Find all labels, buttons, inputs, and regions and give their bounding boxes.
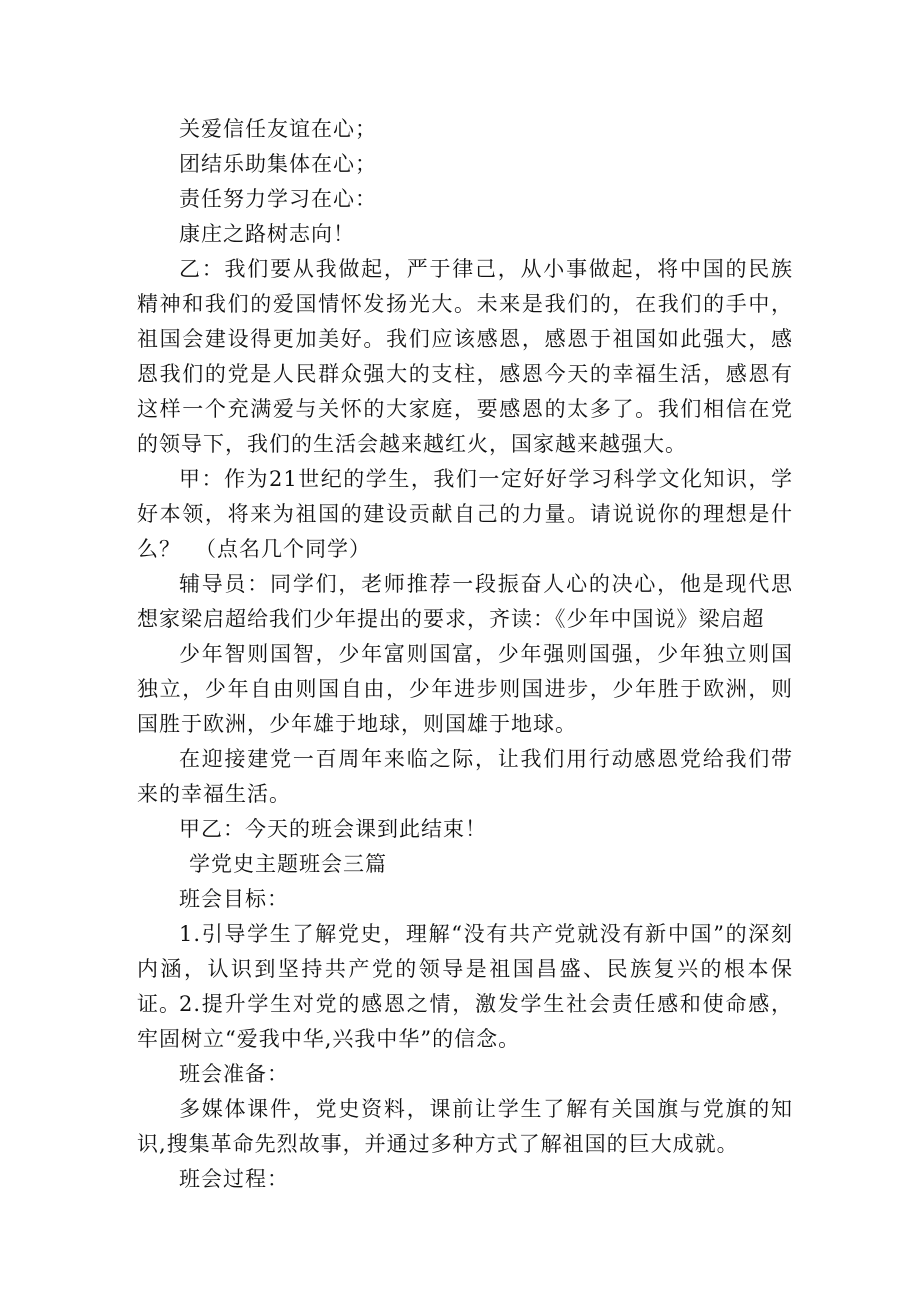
heading-goals: 班会目标： bbox=[179, 887, 289, 911]
goal-item-1: 1.引导学生了解党史，理解“没有共产党就没有新中国”的深刻内涵，认识到坚持共产党的领导是祖国昌盛、民族复兴的根本保证。 bbox=[137, 922, 793, 1016]
heading-process: 班会过程： bbox=[179, 1167, 289, 1191]
stage-note: （点名几个同学） bbox=[195, 537, 371, 561]
paragraph-preparation: 多媒体课件，党史资料，课前让学生了解有关国旗与党旗的知识,搜集革命先烈故事，并通过多种方式了解祖国的巨大成就。 bbox=[137, 1097, 793, 1156]
verse-line-1: 关爱信任友谊在心； bbox=[179, 117, 377, 141]
section-title: 学党史主题班会三篇 bbox=[189, 852, 387, 876]
verse-line-3: 责任努力学习在心： bbox=[179, 187, 377, 211]
paragraph-quote: 少年智则国智，少年富则国富，少年强则国强，少年独立则国独立，少年自由则国自由，少年进步则国进步，少年胜于欧洲，则国胜于欧洲，少年雄于地球，则国雄于地球。 bbox=[137, 642, 793, 736]
paragraph-centenary: 在迎接建党一百周年来临之际，让我们用行动感恩党给我们带来的幸福生活。 bbox=[137, 747, 793, 806]
goal-item-2: 2.提升学生对党的感恩之情，激发学生社会责任感和使命感，牢固树立“爱我中华,兴我中华”的信念。 bbox=[137, 992, 793, 1051]
verse-line-2: 团结乐助集体在心； bbox=[179, 152, 377, 176]
verse-line-4: 康庄之路树志向！ bbox=[179, 222, 355, 246]
paragraph-yi-speech: 乙：我们要从我做起，严于律己，从小事做起，将中国的民族精神和我们的爱国情怀发扬光大。未来是我们的，在我们的手中，祖国会建设得更加美好。我们应该感恩，感恩于祖国如此强大，感恩我们的党是人民群众强大的支柱，感恩今天的幸福生活，感恩有这样一个充满爱与关怀的大家庭，要感恩的太多了。我们相信在党的领导下，我们的生活会越来越红火，国家越来越强大。 bbox=[137, 257, 793, 456]
heading-preparation: 班会准备： bbox=[179, 1062, 289, 1086]
paragraph-closing: 甲乙：今天的班会课到此结束！ bbox=[179, 817, 487, 841]
paragraph-counselor: 辅导员：同学们，老师推荐一段振奋人心的决心，他是现代思想家梁启超给我们少年提出的要求，齐读：《少年中国说》梁启超 bbox=[137, 572, 793, 631]
paragraph-jia-speech: 甲：作为21世纪的学生，我们一定好好学习科学文化知识，学好本领，将来为祖国的建设贡献自己的力量。请说说你的理想是什么？ bbox=[137, 467, 793, 561]
